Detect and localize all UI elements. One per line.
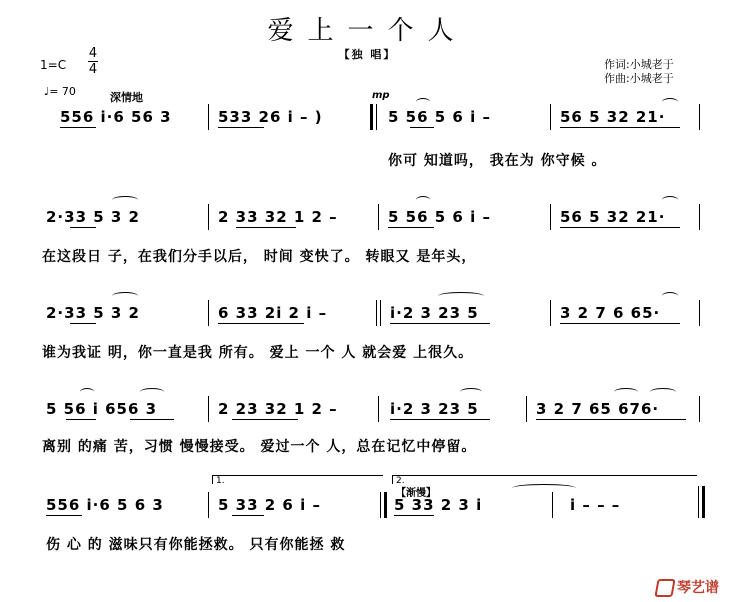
slur [112, 196, 138, 204]
beam [560, 323, 680, 324]
barline [376, 300, 377, 326]
row2-lyrics: 在这段日 子，在我们分手以后， 时间 变快了。 转眼又 是年头， [42, 249, 477, 265]
volta-2-label: 2. [396, 476, 405, 486]
time-sig-bottom: 4 [88, 62, 98, 77]
barline [550, 204, 551, 230]
beam [236, 227, 296, 228]
beam [130, 419, 174, 420]
beam [536, 419, 686, 420]
barline [550, 300, 551, 326]
key-signature: 1=C [40, 58, 67, 72]
repeat-start-barline [370, 104, 373, 130]
beam [218, 127, 264, 128]
composer-credit: 作曲:小城老于 [604, 72, 674, 85]
beam [390, 323, 490, 324]
barline [208, 396, 209, 422]
row2-measure4: 56 5 32 21· [560, 208, 666, 226]
slur [662, 292, 678, 300]
barline [699, 396, 700, 422]
row4-measure4: 3 2 7 65 676· [536, 400, 660, 418]
row2-measure1: 2·33 5 3 2 [46, 208, 140, 226]
beam [70, 323, 96, 324]
row4-measure1: 5 56 i 656 3 [46, 400, 158, 418]
row5-measure3: 5 33 2 3 i [394, 496, 483, 514]
beam [70, 227, 96, 228]
repeat-end-barline [384, 492, 387, 518]
row3-lyrics: 谁为我证 明，你一直是我 所有。 爱上 一个 人 就会爱 上很久。 [42, 345, 474, 361]
tempo-mark: ♩= 70 [44, 85, 76, 98]
volta-bracket-2 [392, 475, 697, 484]
barline [699, 104, 700, 130]
barline [380, 492, 381, 518]
beam [560, 127, 680, 128]
slur [614, 388, 638, 396]
barline [208, 104, 209, 130]
beam [410, 127, 434, 128]
row3-measure1: 2·33 5 3 2 [46, 304, 140, 322]
barline [376, 104, 377, 130]
barline [526, 396, 527, 422]
double-barline [380, 300, 381, 326]
song-title: 爱上一个人 [267, 16, 468, 46]
slur [112, 292, 138, 300]
barline [699, 300, 700, 326]
slur [80, 388, 94, 396]
expression-mark: 深情地 [110, 91, 143, 104]
row1-measure4: 56 5 32 21· [560, 108, 666, 126]
lyricist-credit: 作词:小城老于 [604, 58, 674, 71]
slur [416, 98, 430, 106]
row4-measure2: 2 23 32 1 2 – [218, 400, 338, 418]
beam [46, 515, 82, 516]
time-sig-top: 4 [88, 46, 98, 61]
barline [378, 204, 379, 230]
barline [699, 204, 700, 230]
slur [416, 196, 430, 204]
slur [650, 388, 676, 396]
beam [232, 419, 298, 420]
row5-measure1: 556 i·6 5 6 3 [46, 496, 164, 514]
slur [460, 388, 482, 396]
row1-measure1: 556 i·6 56 3 [60, 108, 172, 126]
barline [378, 396, 379, 422]
beam [390, 419, 490, 420]
slur [662, 196, 678, 204]
dynamic-mark: mp [372, 90, 390, 101]
beam [560, 227, 680, 228]
row3-measure4: 3 2 7 6 65· [560, 304, 661, 322]
row4-lyrics: 离别 的痛 苦，习惯 慢慢接受。 爱过一个 人，总在记忆中停留。 [42, 439, 477, 455]
beam [66, 419, 96, 420]
site-logo [656, 577, 719, 597]
row3-measure3: i·2 3 23 5 [390, 304, 479, 322]
beam [232, 515, 264, 516]
beam [60, 127, 96, 128]
row5-measure4: i – – – [570, 496, 621, 514]
barline [208, 204, 209, 230]
barline [552, 492, 553, 518]
row4-measure3: i·2 3 23 5 [390, 400, 479, 418]
final-barline-thin [698, 486, 699, 518]
slur [438, 292, 484, 300]
ritardando-mark: 【渐慢】 [396, 488, 436, 499]
row2-measure2: 2 33 32 1 2 – [218, 208, 338, 226]
row5-lyrics: 伤 心 的 滋味只有你能拯救。 只有你能拯 救 [46, 537, 346, 553]
row1-measure2: 533 26 i – ) [218, 108, 323, 126]
tie [512, 484, 576, 492]
logo-icon [654, 579, 675, 597]
barline [208, 492, 209, 518]
row2-measure3: 5 56 5 6 i – [388, 208, 491, 226]
time-signature [88, 47, 98, 76]
barline [208, 300, 209, 326]
final-barline-thick [702, 486, 705, 518]
row5-measure2: 5 33 2 6 i – [218, 496, 321, 514]
row1-lyrics: 你可 知道吗， 我在为 你守候 。 [388, 153, 607, 169]
row3-measure2: 6 33 2i 2 i – [218, 304, 328, 322]
beam [388, 227, 434, 228]
slur [662, 98, 678, 106]
beam [394, 515, 434, 516]
volta-1-label: 1. [216, 476, 225, 486]
performance-label: 【独 唱】 [338, 48, 397, 61]
row1-measure3: 5 56 5 6 i – [388, 108, 491, 126]
logo-text: 琴艺谱 [677, 580, 719, 596]
beam [218, 323, 304, 324]
slur [140, 388, 164, 396]
volta-bracket-1 [212, 475, 383, 484]
barline [550, 104, 551, 130]
